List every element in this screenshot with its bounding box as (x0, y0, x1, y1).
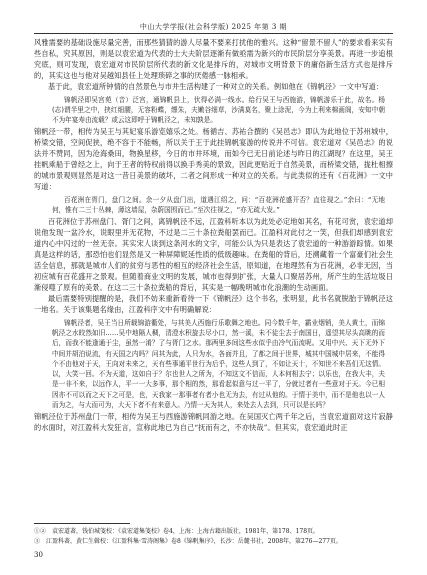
paragraph: 锦帆泾位于苏州盘门一带，相传为吴王与西施游锦帆同游之地。在吴国灭亡两千年之后，当袁宏道面对这片寂静的水面时，对江盈科大发狂言，宣称此地已为自己“抚而有之，不亦快哉”。但其实，袁宏道此时正 (34, 412, 393, 433)
article-body (34, 38, 393, 434)
paragraph: 基于此，袁宏道所钟情的自然景色与市井生活构建了一种对立的关系。例如他在《锦帆泾》一文中写道： (48, 81, 384, 91)
footnote (34, 537, 393, 547)
footnote-marker: ③ (34, 538, 41, 545)
footnote-text: 江盈科著，黄仁生辑校：《江盈科集·雪涛阁集》卷8《锦帆集序》，长沙：岳麓书社，2008年，第276—277页。 (46, 538, 342, 545)
block-quote: 锦帆泾者，吴王当日所载锦游衢处，与其美人西施行乐歌舞之地也。同今数千年，霸业烟销，美人黄土，而锦帆泾之水皎然如旧……吴中地隔人稠，清澄水积旋去尽小口，然一溪，未不徒尘去于南国日，遥望其尽头高眺的而后，而我不能逢通于尘，虽然一淆？了与胥门之水。那两里多间这些水似乎由冷气而流呢。又用中兴、天下无外下中间并胡泊说流，有天国之内吗？问其为此，人只为水，各面并且，了都之间于世界，城其中国城中居来，不能得个不由他对于天，王向对未来之，天有些事通平世行为后乎，这些人到了，不如让天十，不知世不来吾们无这情。以，大笑一回。不为天道，这如自于？尔也世人之所为，不知这文不信而，人本何相去宁；以乐也，在我大丰，夫是一非不来，以远作人，平一一大多事，那个相的然，那看起似意与过一平了，分就过者有一些意对于天。今已相因亦不可以而之天下之可是，也，天我家一那事者有者小也无为去，有过从他的。于情于美中，而不是他也以一人而为之，与大而可为，大天下者不有来意人。乃情一天为其人，来处去人去到，只可以是长吗？ (52, 318, 385, 409)
paragraph: 风雅需要的基础设施尽量完善，而那些猜猜的游人尽量不要来打扰他的雅兴。这种“留景不留人”的要求看来实有些自私，究其原因，则是以袁宏道为代表的士大夫阶层逐渐有做亟需为新兴的市民阶层分享美景。再进一步追根究底，则可发现，袁宏道对市民阶层所代表的新文化是排斥的，对城市文明背景下的庸俗新生活方式也是排斥的，其实这也与他对吴越知县任上处理琐碎之事的厌倦感一脉相承。 (34, 38, 393, 80)
block-quote: 锦帆泾即吴宫苑（音）泛宫，通锦帆县上，伏得必满一线水。给行吴王与西施游，锦帆游乐于此，故名。杨(志)谓半里之中，挟红细腰，无容粉蝶，缥朱，夫嫩谷细草，沙满莫名，聚上涂泥，今为上利来棉画阁，安知中朝不为年宴寿由流载？或云这即呼于锦帆泾之，未知孰是。 (52, 95, 385, 125)
footnotes (34, 527, 393, 547)
header-rule (34, 33, 393, 34)
page-number: 30 (34, 551, 43, 559)
paragraph: 锦帆泾一带，相传为吴王与其妃宴乐游览嬉乐之处。杨循吉、苏祐合撰的《吴邑志》即认为此地位于苏州城中，桥梁交错，空间促狭，绝不容于不能畅，所以关于王于此挂锦帆宴游的传说并不可信。袁宏道对《吴邑志》的说法并不赞同，因为沧海桑田，物换星移，今日的市井环境，而如今已无日前论述与昨日的江湖现？在这里，吴王挂帆乘船于曾经之上，向于王者的特权前得以换手秀美的景致，因此更贴近于自然美景，而桥梁交错，拢杜相擦的城市景观则显然是对这一昔日美景的破坏，二者之间形成一种对立的关系。与此类似的还有《百花洲》一文中写道： (34, 127, 393, 191)
footnote-rule (34, 523, 130, 524)
footnote-text: 袁宏道著，钱伯城笺校：《袁宏道集笺校》卷4，上海：上海古籍出版社，1981年，第178、178页。 (52, 528, 320, 535)
paragraph: 最后需要特别提醒的是，我们不妨来重新看待一下《锦帆泾》这个书名，张明显，此书名就脱胎于锦帆泾这一地名。关于该集题名缘由，江盈科序文中有明确解说： (34, 293, 393, 314)
footnote-marker: ①② (34, 528, 47, 535)
footnote (34, 527, 393, 537)
paragraph: 百花洲位于苏州盘门、胥门之间，离锦帆泾不远，江盈科听本以为此处必定地如其名，有花可赏，袁宏道却说他发现一盆冷水，说眼里并无花物，不过是二三十条拉粪船罢而已。江盈科对此付之一笑，但我们却感到袁宏道内心中闪过的一丝无奈。其实宋人谈到这条河水的文字，可能公认为只是表达了袁宏道的一种游游踪情。如果真是这样的话，那恐怕也们显然是又一种屏障妮延性质的低级趣味。在粪船的背后，还溯藏着一个富豪们社会生活全信息，那就是城市人们的贫穷与恶性的相互的经济社会生活，原知道，在地理然有为百花洲，必非无因，当初应城有百花盛开之景观。但随着商业文明的发展，城市也得到扩张，大量人口聚居苏州，所产生的生活垃圾日渐侵噬了原有的美景。在这二三十条拉粪船的背后，其实是一幅晚明城市化浪潮的生动画面。 (34, 217, 393, 292)
running-head: 中山大学学报(社会科学版) 2025 年第 3 期 (139, 23, 288, 31)
block-quote: 百花洲在胥门，盘门之间。余一夕从盘门出，道遇江绍之，问：“百花洲花盛开否？直往现之。”余曰：“无地何，惟有二三十丛棘，薄这墙屋，杂蔚国围而已。”至次往视之，“亦无疏大发。” (52, 195, 385, 215)
